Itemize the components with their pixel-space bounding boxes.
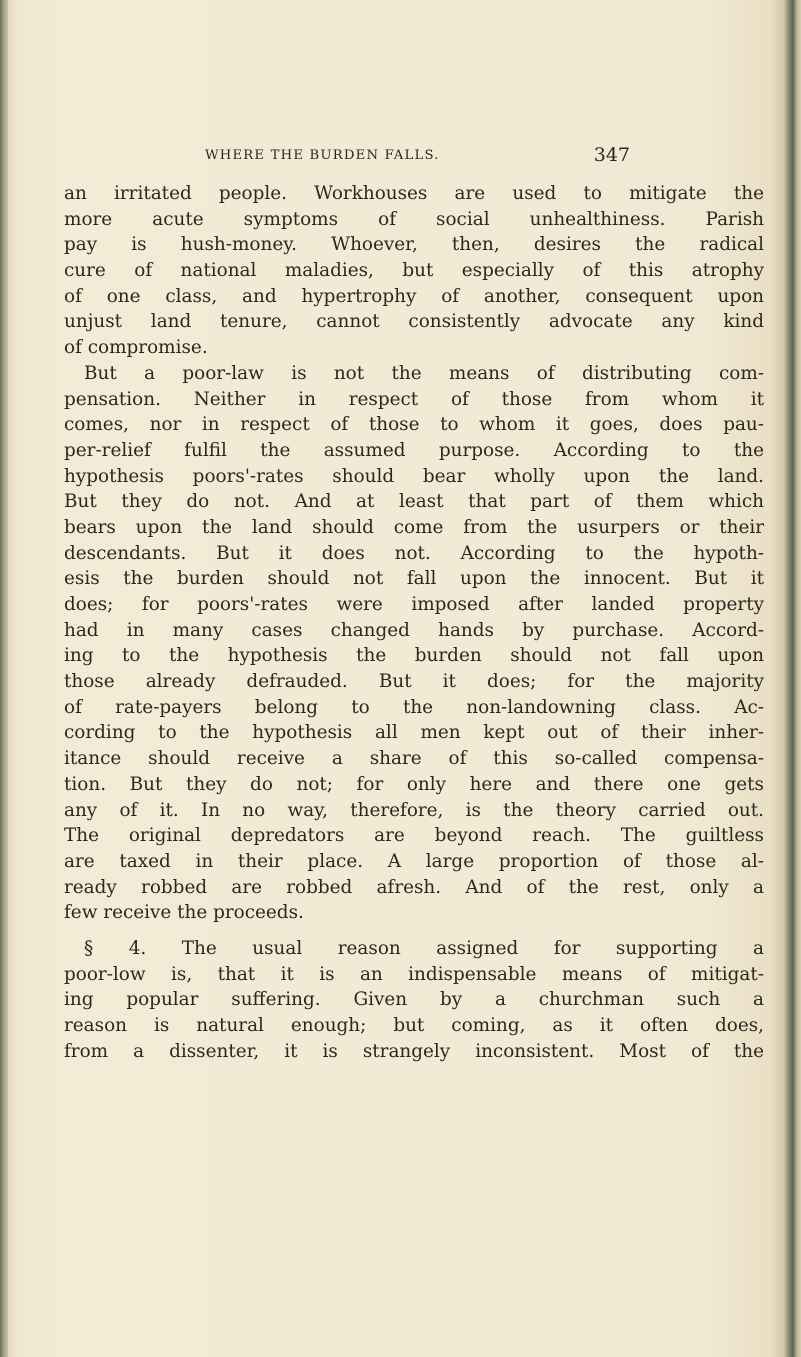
text-line: ing popular suffering. Given by a churchman such a xyxy=(64,989,764,1011)
text-line: ready robbed are robbed afresh. And of the rest, only a xyxy=(64,876,764,898)
text-line: an irritated people. Workhouses are used to mitigate the xyxy=(64,183,764,204)
text-line: of one class, and hypertrophy of another, consequent upon xyxy=(64,285,764,307)
text-line: But a poor-law is not the means of distributing com- xyxy=(84,362,764,384)
text-line: reason is natural enough; but coming, as it often does, xyxy=(64,1015,764,1036)
text-line: But they do not. And at least that part of them which xyxy=(64,491,764,513)
text-line: per-relief fulfil the assumed purpose. According to the xyxy=(64,439,764,461)
text-line: any of it. In no way, therefore, is the theory carried out. xyxy=(64,799,764,821)
text-line: ing to the hypothesis the burden should not fall upon xyxy=(64,645,764,667)
text-line: itance should receive a share of this so-called compensa- xyxy=(64,748,764,770)
text-line: unjust land tenure, cannot consistently advocate any kind xyxy=(64,311,764,333)
page-number: 347 xyxy=(593,144,630,166)
running-head: WHERE THE BURDEN FALLS. xyxy=(205,148,440,163)
text-line: cure of national maladies, but especially of this atrophy xyxy=(64,260,764,282)
text-line: poor-low is, that it is an indispensable means of mitigat- xyxy=(64,963,764,985)
text-line: The original depredators are beyond reach. The guiltless xyxy=(64,825,764,847)
body-text xyxy=(64,181,764,1064)
text-line: had in many cases changed hands by purchase. Accord- xyxy=(64,619,764,641)
text-line: bears upon the land should come from the usurpers or their xyxy=(64,516,764,538)
text-line: few receive the proceeds. xyxy=(64,902,304,924)
text-line: are taxed in their place. A large proportion of those al- xyxy=(64,850,764,872)
text-line: esis the burden should not fall upon the innocent. But it xyxy=(64,568,764,590)
text-line: of compromise. xyxy=(64,337,208,359)
text-line: pay is hush-money. Whoever, then, desires the radical xyxy=(64,234,764,256)
paragraph-gap xyxy=(64,926,764,936)
page-left-edge xyxy=(0,0,8,1357)
text-line: tion. But they do not; for only here and there one gets xyxy=(64,773,764,795)
text-line: § 4. The usual reason assigned for supporting a xyxy=(84,937,764,959)
text-line: from a dissenter, it is strangely inconsistent. Most of the xyxy=(64,1040,764,1062)
page-header xyxy=(200,144,630,174)
text-line: more acute symptoms of social unhealthiness. Parish xyxy=(64,208,764,230)
text-line: pensation. Neither in respect of those from whom it xyxy=(64,388,764,410)
text-line: those already defrauded. But it does; for the majority xyxy=(64,671,764,693)
text-line: of rate-payers belong to the non-landowning class. Ac- xyxy=(64,696,764,718)
page-right-edge xyxy=(783,0,801,1357)
text-line: comes, nor in respect of those to whom it goes, does pau- xyxy=(64,414,764,436)
text-line: descendants. But it does not. According to the hypoth- xyxy=(64,542,764,564)
text-line: does; for poors'-rates were imposed after landed property xyxy=(64,594,764,615)
text-line: cording to the hypothesis all men kept out of their inher- xyxy=(64,722,764,744)
text-line: hypothesis poors'-rates should bear wholly upon the land. xyxy=(64,465,764,487)
